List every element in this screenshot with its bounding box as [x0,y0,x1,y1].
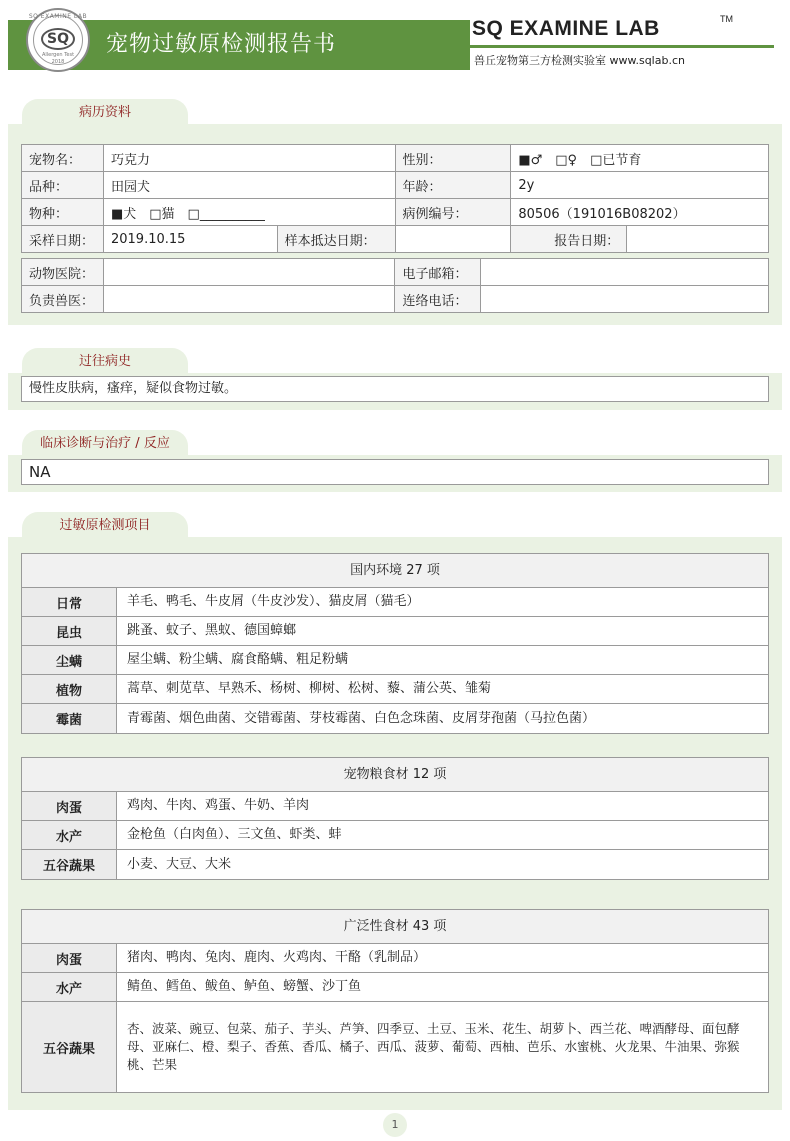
row-key: 日常 [22,588,117,616]
vet-value [103,286,395,313]
row-key: 肉蛋 [22,792,117,820]
petfood-allergen-table [21,757,769,880]
brand-name: SQ EXAMINE LAB [472,17,660,40]
medical-record-table [21,144,769,253]
row-value: 鸡肉、牛肉、鸡蛋、牛奶、羊肉 [127,798,310,813]
hospital-label: 动物医院： [22,259,104,286]
row-key: 肉蛋 [22,944,117,972]
allergen-tab: 过敏原检测项目 [22,512,188,538]
sample-date-label: 采样日期： [22,226,104,253]
table-row [22,588,768,617]
row-key: 昆虫 [22,617,117,645]
hospital-value [103,259,395,286]
breed-label: 品种： [22,172,104,199]
table-row [22,704,768,733]
row-value: 青霉菌、烟色曲菌、交错霉菌、芽枝霉菌、白色念珠菌、皮屑芽孢菌（马拉色菌） [127,710,596,726]
phone-label: 连络电话： [395,286,481,313]
sex-options: ■♂ □♀ □已节育 [511,145,769,172]
report-date-value [627,226,769,253]
brand-subtitle: 兽丘宠物第三方检测实验室 www.sqlab.cn [474,54,685,67]
report-title: 宠物过敏原检测报告书 [106,32,337,57]
diagnosis-tab: 临床诊断与治疗 / 反应 [22,430,188,456]
wide-food-header: 广泛性食材 43 项 [22,910,768,944]
vet-label: 负责兽医： [22,286,104,313]
petfood-header: 宠物粮食材 12 项 [22,758,768,792]
row-key: 植物 [22,675,117,703]
age-value: 2y [511,172,769,199]
case-number-label: 病例编号： [395,199,511,226]
row-value: 猪肉、鸭肉、兔肉、鹿肉、火鸡肉、干酪（乳制品） [127,950,427,965]
trademark-mark: TM [720,14,733,24]
report-date-label: 报告日期： [511,226,627,253]
environment-allergen-table [21,553,769,734]
row-key: 水产 [22,821,117,849]
row-value: 蒿草、刺苋草、早熟禾、杨树、柳树、松树、藜、蒲公英、雏菊 [127,681,492,696]
row-key: 五谷蔬果 [22,1002,117,1092]
logo-year: 2018 [51,59,65,65]
wide-food-allergen-table [21,909,769,1093]
row-value: 金枪鱼（白肉鱼）、三文鱼、虾类、蚌 [127,827,342,842]
brand-underline [470,45,774,48]
page-number: 1 [383,1113,407,1137]
table-row [22,792,768,821]
row-key: 五谷蔬果 [22,850,117,879]
table-row [22,944,768,973]
diagnosis-text: NA [21,459,769,485]
row-key: 尘螨 [22,646,117,674]
age-label: 年龄： [395,172,511,199]
table-row [22,973,768,1002]
environment-header: 国内环境 27 项 [22,554,768,588]
row-key: 水产 [22,973,117,1001]
breed-value: 田园犬 [103,172,395,199]
row-value: 鲭鱼、鳕鱼、鲅鱼、鲈鱼、螃蟹、沙丁鱼 [127,979,362,994]
contact-table [21,258,769,313]
table-row [22,675,768,704]
sq-logo [26,8,90,72]
pet-name-label: 宠物名： [22,145,104,172]
row-value: 羊毛、鸭毛、牛皮屑（牛皮沙发）、猫皮屑（猫毛） [127,594,420,609]
row-value: 屋尘螨、粉尘螨、腐食酪螨、粗足粉螨 [127,652,349,667]
species-label: 物种： [22,199,104,226]
arrival-date-value [395,226,511,253]
sample-date-value: 2019.10.15 [103,226,277,253]
logo-subtext: Allergen Test [41,52,75,58]
history-text: 慢性皮肤病，瘙痒，疑似食物过敏。 [21,376,769,402]
email-label: 电子邮箱： [395,259,481,286]
case-number-value: 80506（191016B08202） [511,199,769,226]
sex-label: 性别： [395,145,511,172]
species-options: ■犬 □猫 □__________ [103,199,395,226]
pet-name-value: 巧克力 [103,145,395,172]
email-value [481,259,769,286]
table-row [22,646,768,675]
report-header [0,0,790,80]
table-row [22,1002,768,1092]
table-row [22,821,768,850]
table-row [22,850,768,879]
row-value: 杏、波菜、豌豆、包菜、茄子、芋头、芦笋、四季豆、土豆、玉米、花生、胡萝卜、西兰花、啤酒酵母、面包酵母、亚麻仁、橙、梨子、香蕉、香瓜、橘子、西瓜、菠萝、葡萄、西柚、芭乐、水蜜桃、火龙果、牛油果、弥猴桃、芒果 [127,1021,740,1072]
history-tab: 过往病史 [22,348,188,374]
table-row [22,617,768,646]
row-value: 小麦、大豆、大米 [127,856,232,872]
phone-value [481,286,769,313]
arrival-date-label: 样本抵达日期： [277,226,395,253]
row-key: 霉菌 [22,704,117,733]
logo-ring-text: SQ EXAMINE LAB [28,13,88,20]
logo-mark: SQ [41,28,75,50]
medical-record-tab: 病历资料 [22,99,188,125]
row-value: 跳蚤、蚊子、黑蚁、德国蟑螂 [127,623,297,638]
